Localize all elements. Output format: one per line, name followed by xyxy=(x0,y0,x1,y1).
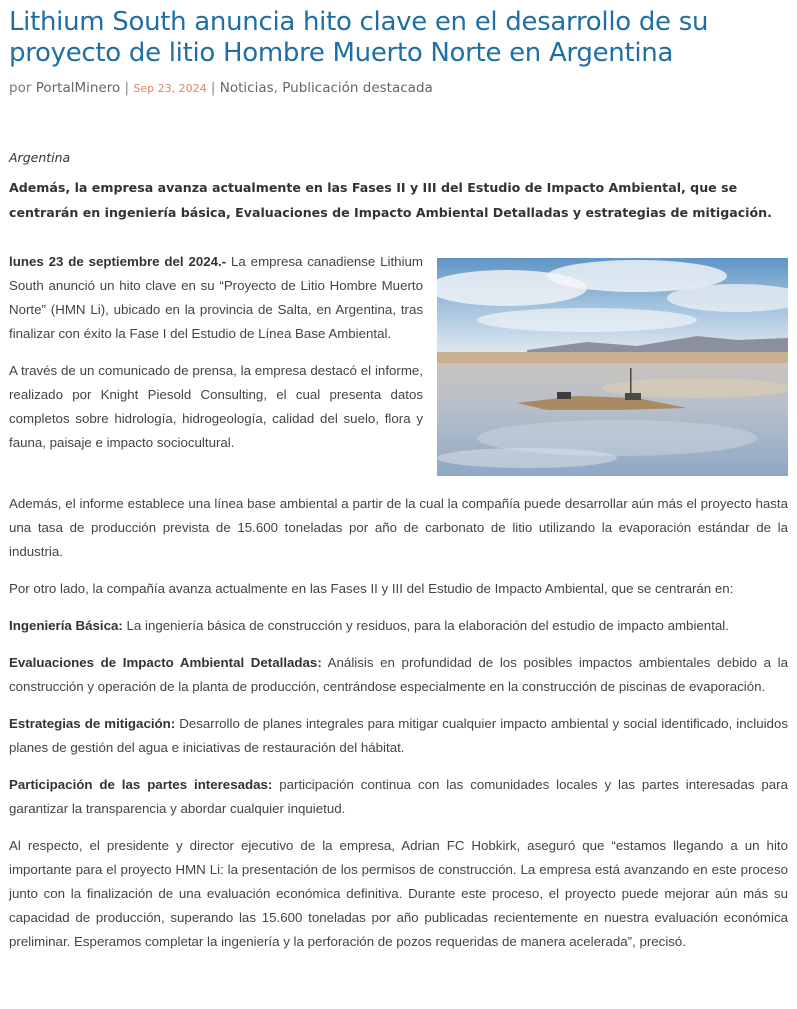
item-label: Ingeniería Básica: xyxy=(9,618,123,633)
list-item xyxy=(9,614,788,638)
paragraph: Al respecto, el presidente y director ejecutivo de la empresa, Adrian FC Hobkirk, aseguró que “estamos llegando a un hito importante para el proyecto HMN Li: la presentación de los permisos de construcción. La empresa está avanzando en este proceso junto con la finalización de una evaluación económica definitiva. Durante este proceso, el proyecto puede mejorar aún más su capacidad de producción, superando las 15.600 toneladas por año publicadas recientemente en nuestra evaluación económica preliminar. Esperamos completar la ingeniería y la perforación de pozos requeridas de manera acelerada”, precisó. xyxy=(9,838,788,949)
region-label: Argentina xyxy=(9,150,71,165)
item-label: Evaluaciones de Impacto Ambiental Detalladas: xyxy=(9,655,322,670)
list-item xyxy=(9,712,788,760)
author-link[interactable]: PortalMinero xyxy=(35,80,121,96)
paragraph: A través de un comunicado de prensa, la empresa destacó el informe, realizado por Knight Piesold Consulting, el cual presenta datos completos sobre hidrología, hidrogeología, calidad del suelo, flora y fauna, paisaje e impacto sociocultural. xyxy=(9,363,423,450)
publish-date: Sep 23, 2024 xyxy=(133,82,207,95)
paragraph xyxy=(9,250,423,346)
category-link-noticias[interactable]: Noticias xyxy=(219,80,274,96)
item-text: Análisis en profundidad de los posibles impactos ambientales debido a la construcción y operación de la planta de producción, centrándose especialmente en la construcción de piscinas de evaporación. xyxy=(9,655,788,694)
article-lead: Además, la empresa avanza actualmente en las Fases II y III del Estudio de Impacto Ambiental, que se centrarán en ingeniería básica, Evaluaciones de Impacto Ambiental Detalladas y estrategias de mitigación. xyxy=(9,180,772,220)
paragraph: Además, el informe establece una línea base ambiental a partir de la cual la compañía puede desarrollar aún más el proyecto hasta una tasa de producción prevista de 15.600 toneladas por año de carbonato de litio utilizando la evaporación estándar de la industria. xyxy=(9,496,788,559)
item-label: Estrategias de mitigación: xyxy=(9,716,176,731)
item-text: participación continua con las comunidades locales y las partes interesadas para garantizar la transparencia y abordar cualquier inquietud. xyxy=(9,777,789,816)
category-link-destacada[interactable]: Publicación destacada xyxy=(282,80,433,96)
dateline: lunes 23 de septiembre del 2024.- xyxy=(9,254,227,269)
article-body xyxy=(9,492,788,967)
meta-separator: | xyxy=(124,80,130,96)
list-item xyxy=(9,651,788,699)
article-meta xyxy=(9,78,788,98)
paragraph-text: La empresa canadiense Lithium South anunció un hito clave en su “Proyecto de Litio Hombre Muerto Norte” (HMN Li), ubicado en la provincia de Salta, en Argentina, tras finalizar con éxito la Fase I del Estudio de Línea Base Ambiental. xyxy=(9,254,423,341)
meta-separator: | xyxy=(210,80,216,96)
article xyxy=(9,0,789,949)
item-label: Participación de las partes interesadas: xyxy=(9,777,273,792)
intro-text xyxy=(9,250,423,455)
item-text: La ingeniería básica de construcción y residuos, para la elaboración del estudio de impacto ambiental. xyxy=(126,618,729,633)
item-text: Desarrollo de planes integrales para mitigar cualquier impacto ambiental y social identificado, incluidos planes de gestión del agua e iniciativas de restauración del hábitat. xyxy=(9,716,788,755)
paragraph: Por otro lado, la compañía avanza actualmente en las Fases II y III del Estudio de Impacto Ambiental, que se centrarán en: xyxy=(9,581,734,596)
intro-section xyxy=(9,250,788,468)
article-photo xyxy=(437,258,788,476)
list-item xyxy=(9,773,788,821)
article-title[interactable]: Lithium South anuncia hito clave en el desarrollo de su proyecto de litio Hombre Muerto Norte en Argentina xyxy=(9,7,709,68)
by-label: por xyxy=(9,80,32,96)
category-comma: , xyxy=(273,80,278,96)
